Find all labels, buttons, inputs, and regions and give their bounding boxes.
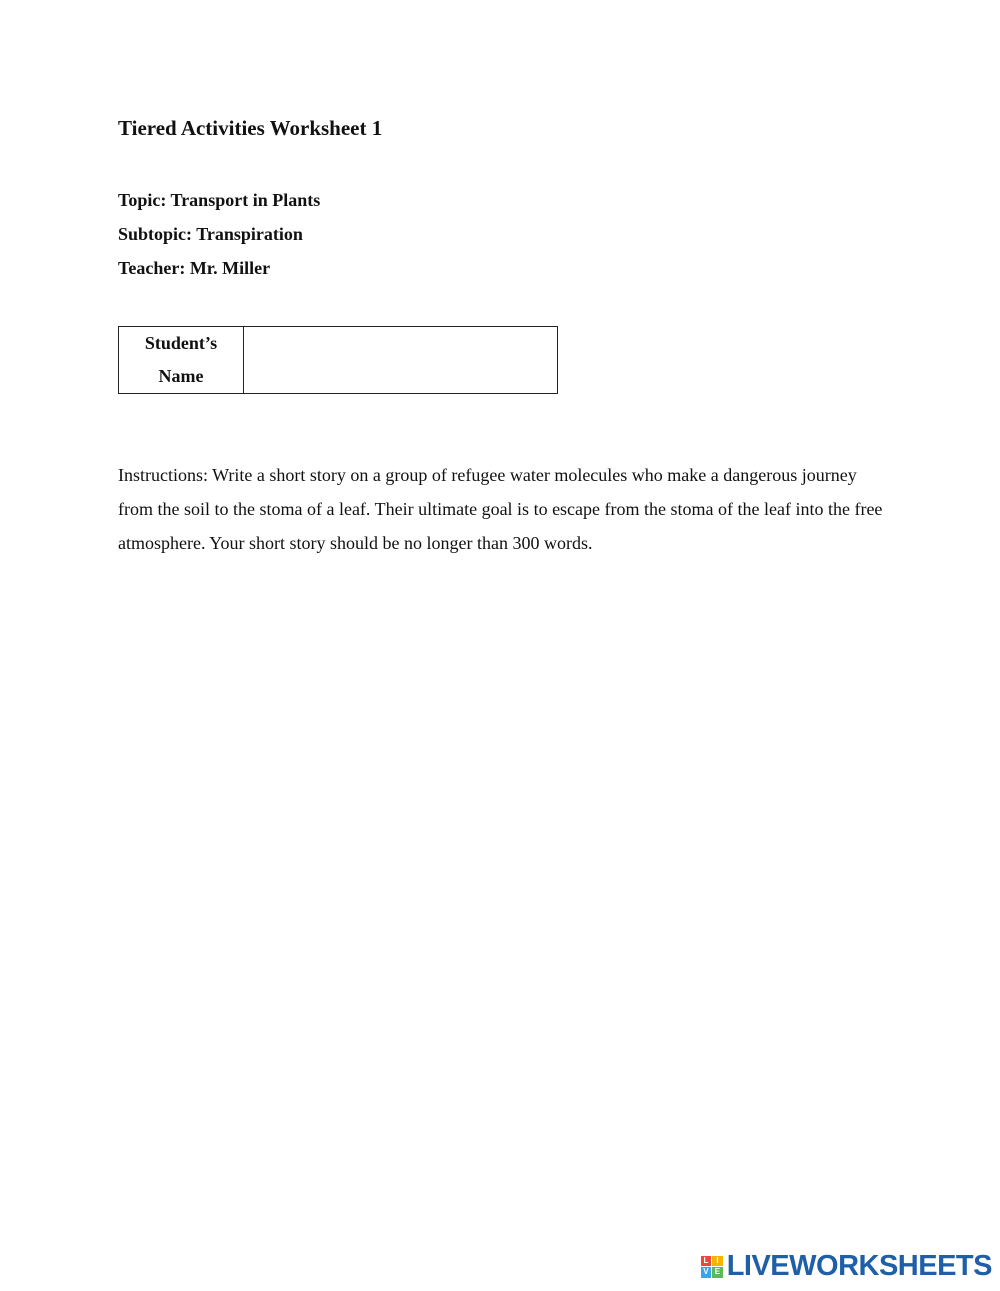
badge-letter-v: V — [701, 1267, 712, 1278]
student-name-cell — [244, 327, 558, 394]
worksheet-title: Tiered Activities Worksheet 1 — [118, 116, 383, 140]
liveworksheets-wordmark: LIVEWORKSHEETS — [726, 1250, 992, 1282]
instructions-text: Instructions: Write a short story on a group of refugee water molecules who make a dangerous journey from the soil to the stoma of a leaf. Their ultimate goal is to escape from the stoma of the leaf into the free atmosphere. Your short story should be no longer than 300 words. — [118, 465, 883, 553]
liveworksheets-logo — [701, 1250, 992, 1283]
topic-line: Topic: Transport in Plants — [118, 190, 321, 210]
liveworksheets-badge-icon — [701, 1256, 723, 1278]
badge-letter-l: L — [701, 1256, 712, 1267]
student-name-label-line1: Student’s — [144, 333, 218, 353]
student-name-input[interactable] — [244, 327, 557, 393]
teacher-line: Teacher: Mr. Miller — [118, 258, 271, 278]
badge-letter-i: I — [712, 1256, 723, 1267]
student-name-label — [119, 327, 244, 394]
student-name-label-line2: Name — [158, 366, 204, 386]
subtopic-line: Subtopic: Transpiration — [118, 224, 303, 244]
badge-letter-e: E — [712, 1267, 723, 1278]
student-name-table — [118, 326, 558, 394]
